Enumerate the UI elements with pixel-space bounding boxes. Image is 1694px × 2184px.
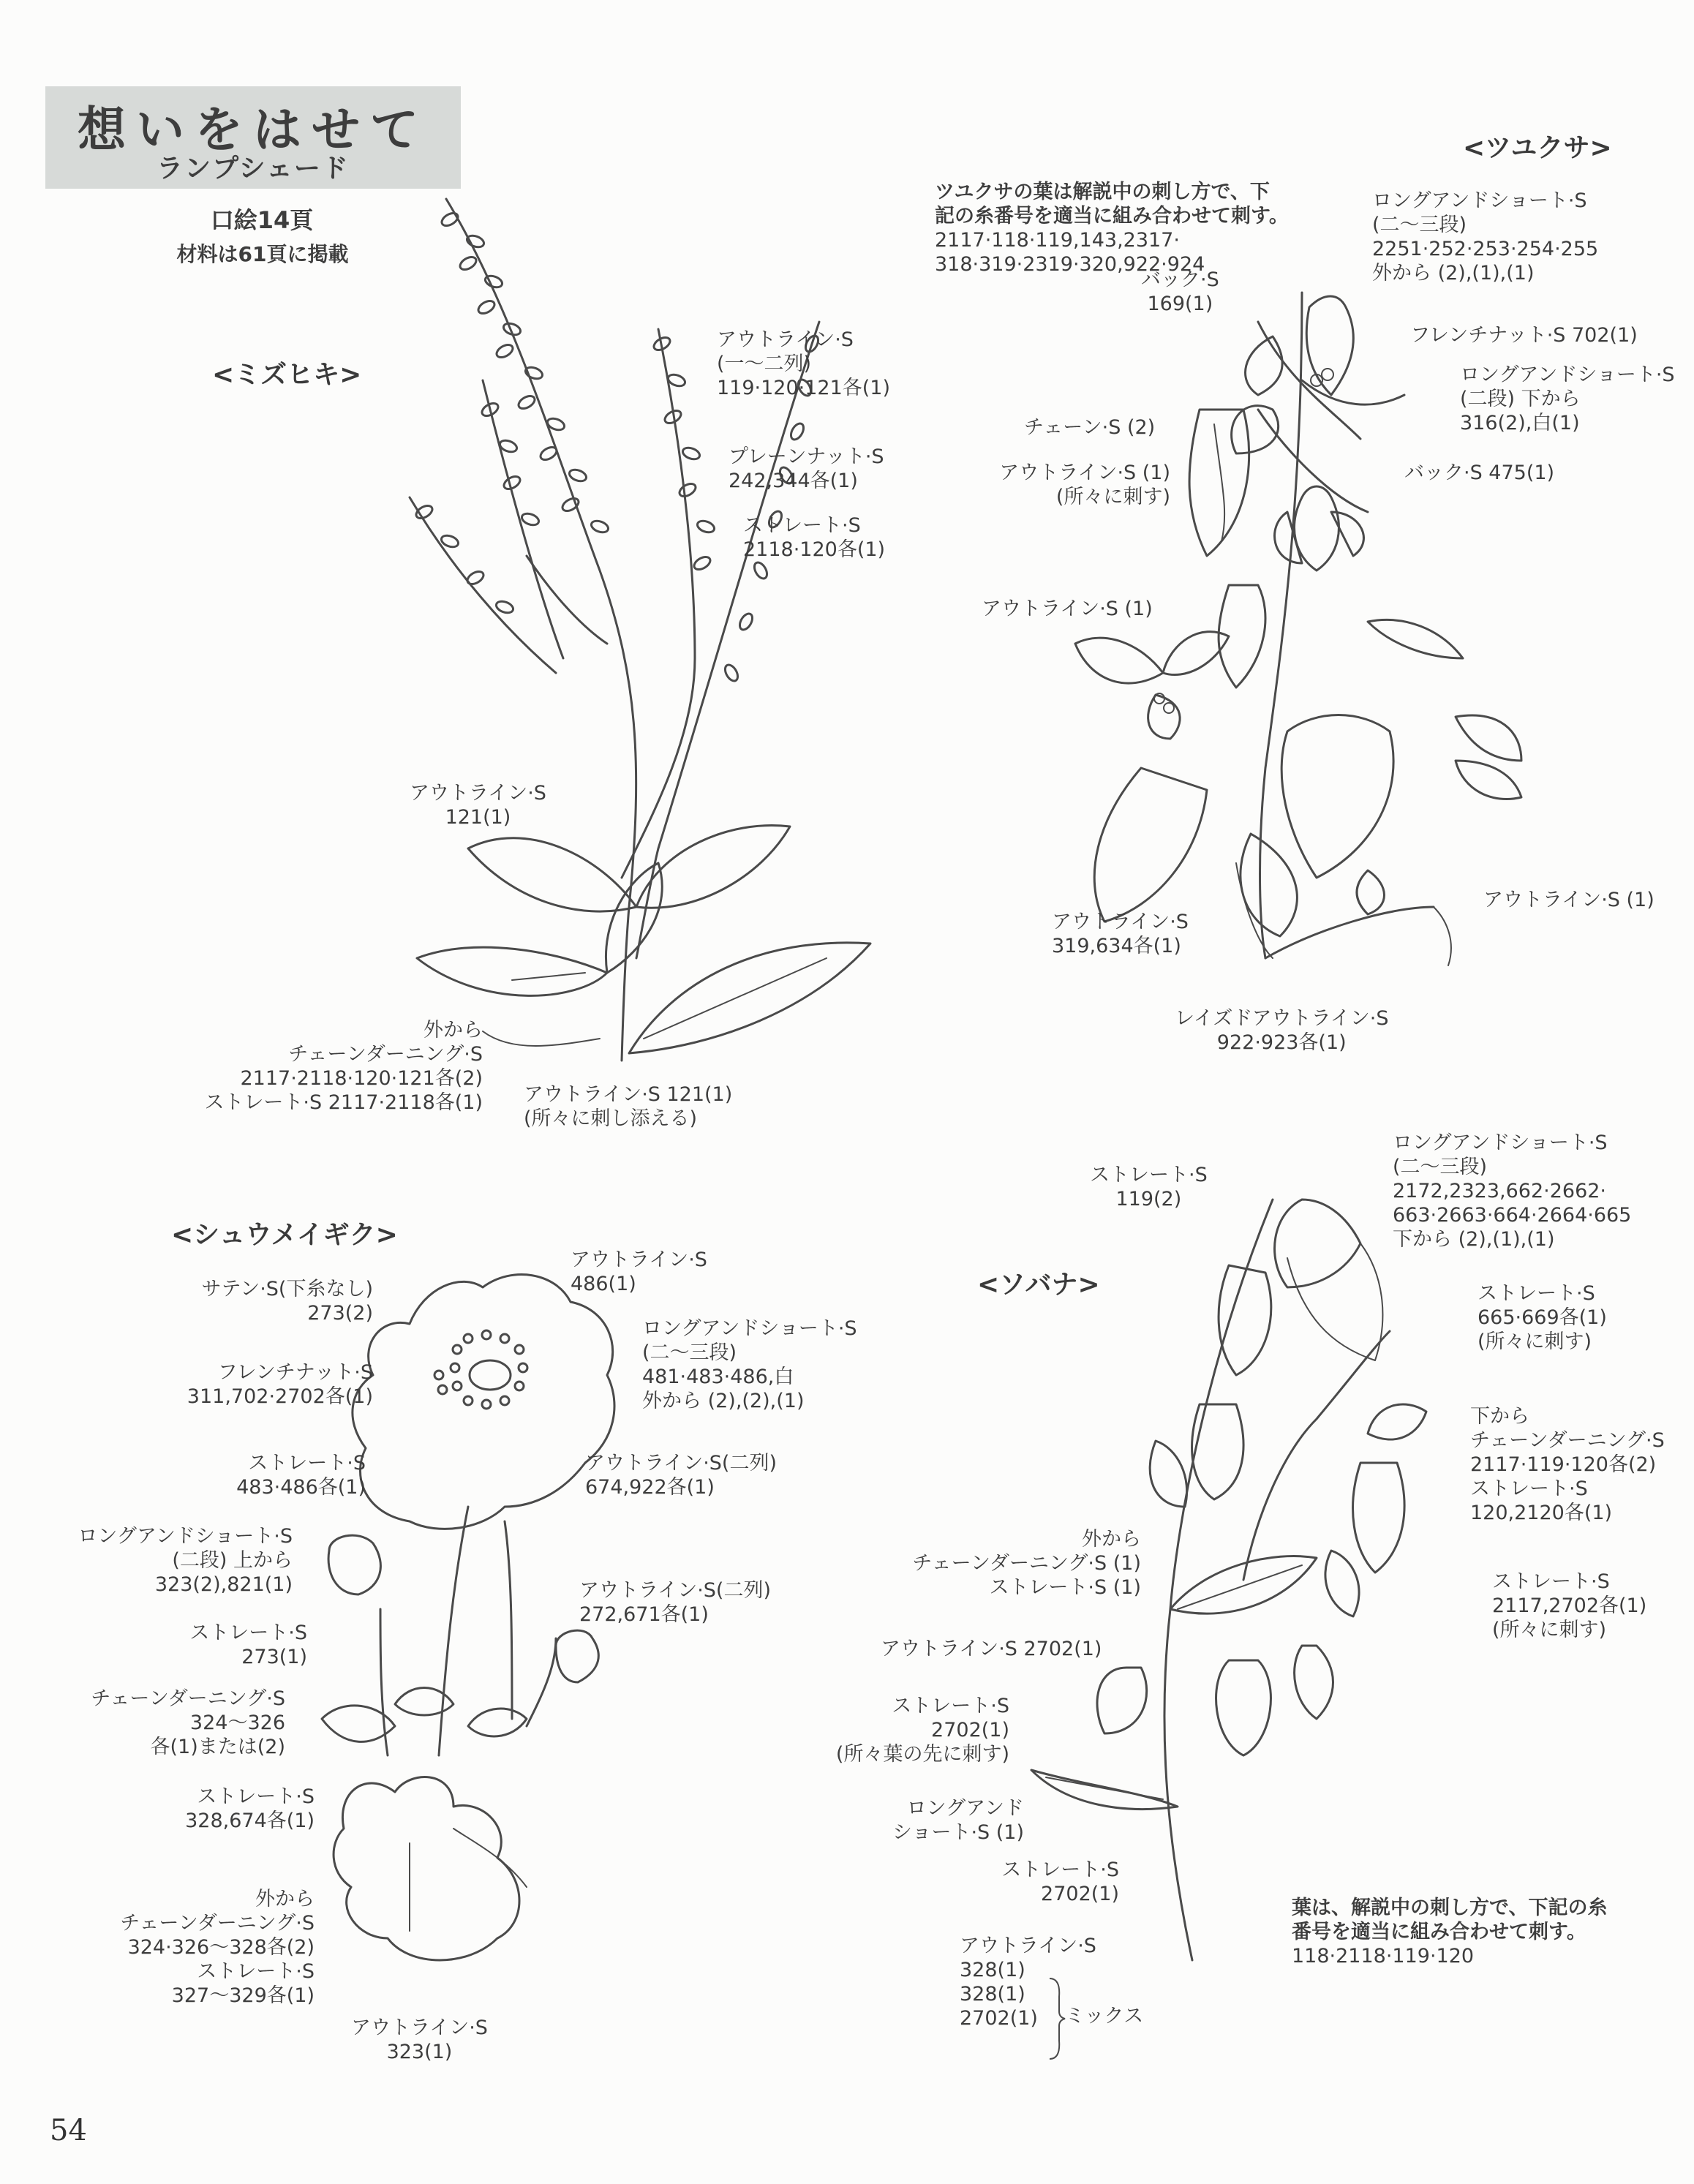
label-shuumeigiku-french-knot: フレンチナット·S 311,702·2702各(1) bbox=[187, 1361, 373, 1408]
label-mizuhiki-plain-knot: プレーンナット·S 242,344各(1) bbox=[729, 445, 884, 492]
label-mizuhiki-outline-3: アウトライン·S 121(1) (所々に刺し添える) bbox=[524, 1083, 733, 1130]
label-shuumeigiku-long-short-2: ロングアンドショート·S (二段) 上から 323(2),821(1) bbox=[78, 1525, 293, 1596]
label-mizuhiki-outline-1: アウトライン·S (一〜二列) 119·120·121各(1) bbox=[717, 328, 891, 399]
label-tsuyukusa-outline-4: アウトライン·S (1) bbox=[1483, 889, 1655, 911]
label-sobana-straight-1: ストレート·S 119(2) bbox=[1090, 1164, 1208, 1210]
page-title: 想いをはせて bbox=[78, 102, 429, 158]
section-heading-mizuhiki: <ミズヒキ> bbox=[212, 360, 362, 390]
label-shuumeigiku-satin: サテン·S(下糸なし) 273(2) bbox=[201, 1278, 373, 1325]
section-heading-tsuyukusa: <ツユクサ> bbox=[1463, 133, 1612, 163]
sobana-note-instruction: 葉は、解説中の刺し方で、下記の糸 番号を適当に組み合わせて刺す。 bbox=[1292, 1897, 1608, 1943]
label-sobana-straight-4: ストレート·S 2702(1) (所々葉の先に刺す) bbox=[835, 1695, 1009, 1766]
label-mizuhiki-chain-darning: 外から チェーンダーニング·S 2117·2118·120·121各(2) ストレート·S 2117·2118各(1) bbox=[204, 1019, 483, 1114]
tsuyukusa-note-instruction: ツユクサの葉は解説中の刺し方で、下 記の糸番号を適当に組み合わせて刺す。 bbox=[935, 181, 1289, 227]
label-sobana-chain-darning-2: 外から チェーンダーニング·S (1) ストレート·S (1) bbox=[912, 1528, 1141, 1599]
label-tsuyukusa-outline-3: アウトライン·S 319,634各(1) bbox=[1052, 911, 1189, 957]
label-tsuyukusa-chain: チェーン·S (2) bbox=[1024, 416, 1156, 439]
label-sobana-outline-1: アウトライン·S 2702(1) bbox=[881, 1638, 1102, 1660]
label-shuumeigiku-outline-4: アウトライン·S 323(1) bbox=[351, 2017, 488, 2063]
label-tsuyukusa-back-2: バック·S 475(1) bbox=[1404, 462, 1555, 484]
label-shuumeigiku-outline-1: アウトライン·S 486(1) bbox=[571, 1249, 707, 1295]
label-tsuyukusa-back-1: バック·S 169(1) bbox=[1141, 268, 1219, 315]
tsuyukusa-note-numbers: 2117·118·119,143,2317· 318·319·2319·320,922·924 bbox=[935, 229, 1205, 276]
section-heading-shuumeigiku: <シュウメイギク> bbox=[171, 1220, 398, 1250]
label-sobana-straight-2: ストレート·S 665·669各(1) (所々に刺す) bbox=[1477, 1282, 1607, 1353]
label-sobana-mix: ミックス bbox=[1065, 2005, 1144, 2027]
label-shuumeigiku-outline-3: アウトライン·S(二列) 272,671各(1) bbox=[579, 1579, 771, 1626]
label-tsuyukusa-outline-1: アウトライン·S (1) (所々に刺す) bbox=[999, 462, 1170, 508]
sobana-note bbox=[1292, 1848, 1607, 1968]
label-shuumeigiku-straight-1: ストレート·S 483·486各(1) bbox=[236, 1452, 366, 1499]
label-sobana-straight-3: ストレート·S 2117,2702各(1) (所々に刺す) bbox=[1492, 1570, 1647, 1641]
sobana-note-numbers: 118·2118·119·120 bbox=[1292, 1945, 1475, 1968]
label-shuumeigiku-straight-3: ストレート·S 328,674各(1) bbox=[185, 1785, 315, 1832]
label-sobana-long-short: ロングアンドショート·S (二〜三段) 2172,2323,662·2662· 663·2663·664·2664·665 下から (2),(1),(1) bbox=[1393, 1131, 1632, 1251]
label-shuumeigiku-chain-darning-1: チェーンダーニング·S 324〜326 各(1)または(2) bbox=[91, 1687, 285, 1758]
label-sobana-outline-2: アウトライン·S 328(1) 328(1) 2702(1) bbox=[960, 1935, 1096, 2030]
label-sobana-long-short-2: ロングアンド ショート·S (1) bbox=[892, 1797, 1024, 1844]
tsuyukusa-note bbox=[935, 132, 1289, 276]
label-sobana-chain-darning-1: 下から チェーンダーニング·S 2117·119·120各(2) ストレート·S 120,2120各(1) bbox=[1470, 1405, 1665, 1524]
label-tsuyukusa-outline-2: アウトライン·S (1) bbox=[982, 598, 1153, 620]
label-shuumeigiku-straight-2: ストレート·S 273(1) bbox=[189, 1622, 307, 1668]
page-number: 54 bbox=[50, 2114, 87, 2147]
label-shuumeigiku-long-short-1: ロングアンドショート·S (二〜三段) 481·483·486,白 外から (2),(2),(1) bbox=[642, 1317, 857, 1412]
label-shuumeigiku-chain-darning-2: 外から チェーンダーニング·S 324·326〜328各(2) ストレート·S 327〜329各(1) bbox=[120, 1888, 315, 2007]
source-materials: 材料は61頁に掲載 bbox=[176, 242, 349, 266]
page-subtitle: ランプシェード bbox=[157, 154, 350, 184]
label-tsuyukusa-raised-outline: レイズドアウトライン·S 922·923各(1) bbox=[1175, 1007, 1389, 1054]
section-heading-sobana: <ソバナ> bbox=[977, 1270, 1100, 1300]
tsuyukusa-illustration bbox=[1075, 293, 1521, 965]
label-shuumeigiku-outline-2: アウトライン·S(二列) 674,922各(1) bbox=[585, 1452, 777, 1499]
source-plate: 口絵14頁 bbox=[210, 206, 314, 234]
label-tsuyukusa-french-knot: フレンチナット·S 702(1) bbox=[1410, 324, 1638, 347]
label-sobana-straight-5: ストレート·S 2702(1) bbox=[1001, 1859, 1119, 1905]
label-tsuyukusa-long-short-1: ロングアンドショート·S (二〜三段) 2251·252·253·254·255 外から (2),(1),(1) bbox=[1372, 189, 1599, 285]
label-mizuhiki-straight: ストレート·S 2118·120各(1) bbox=[743, 514, 886, 561]
label-tsuyukusa-long-short-2: ロングアンドショート·S (二段) 下から 316(2),白(1) bbox=[1460, 364, 1675, 434]
label-mizuhiki-outline-2: アウトライン·S 121(1) bbox=[410, 782, 546, 829]
mix-brace-icon bbox=[1046, 1975, 1068, 2063]
